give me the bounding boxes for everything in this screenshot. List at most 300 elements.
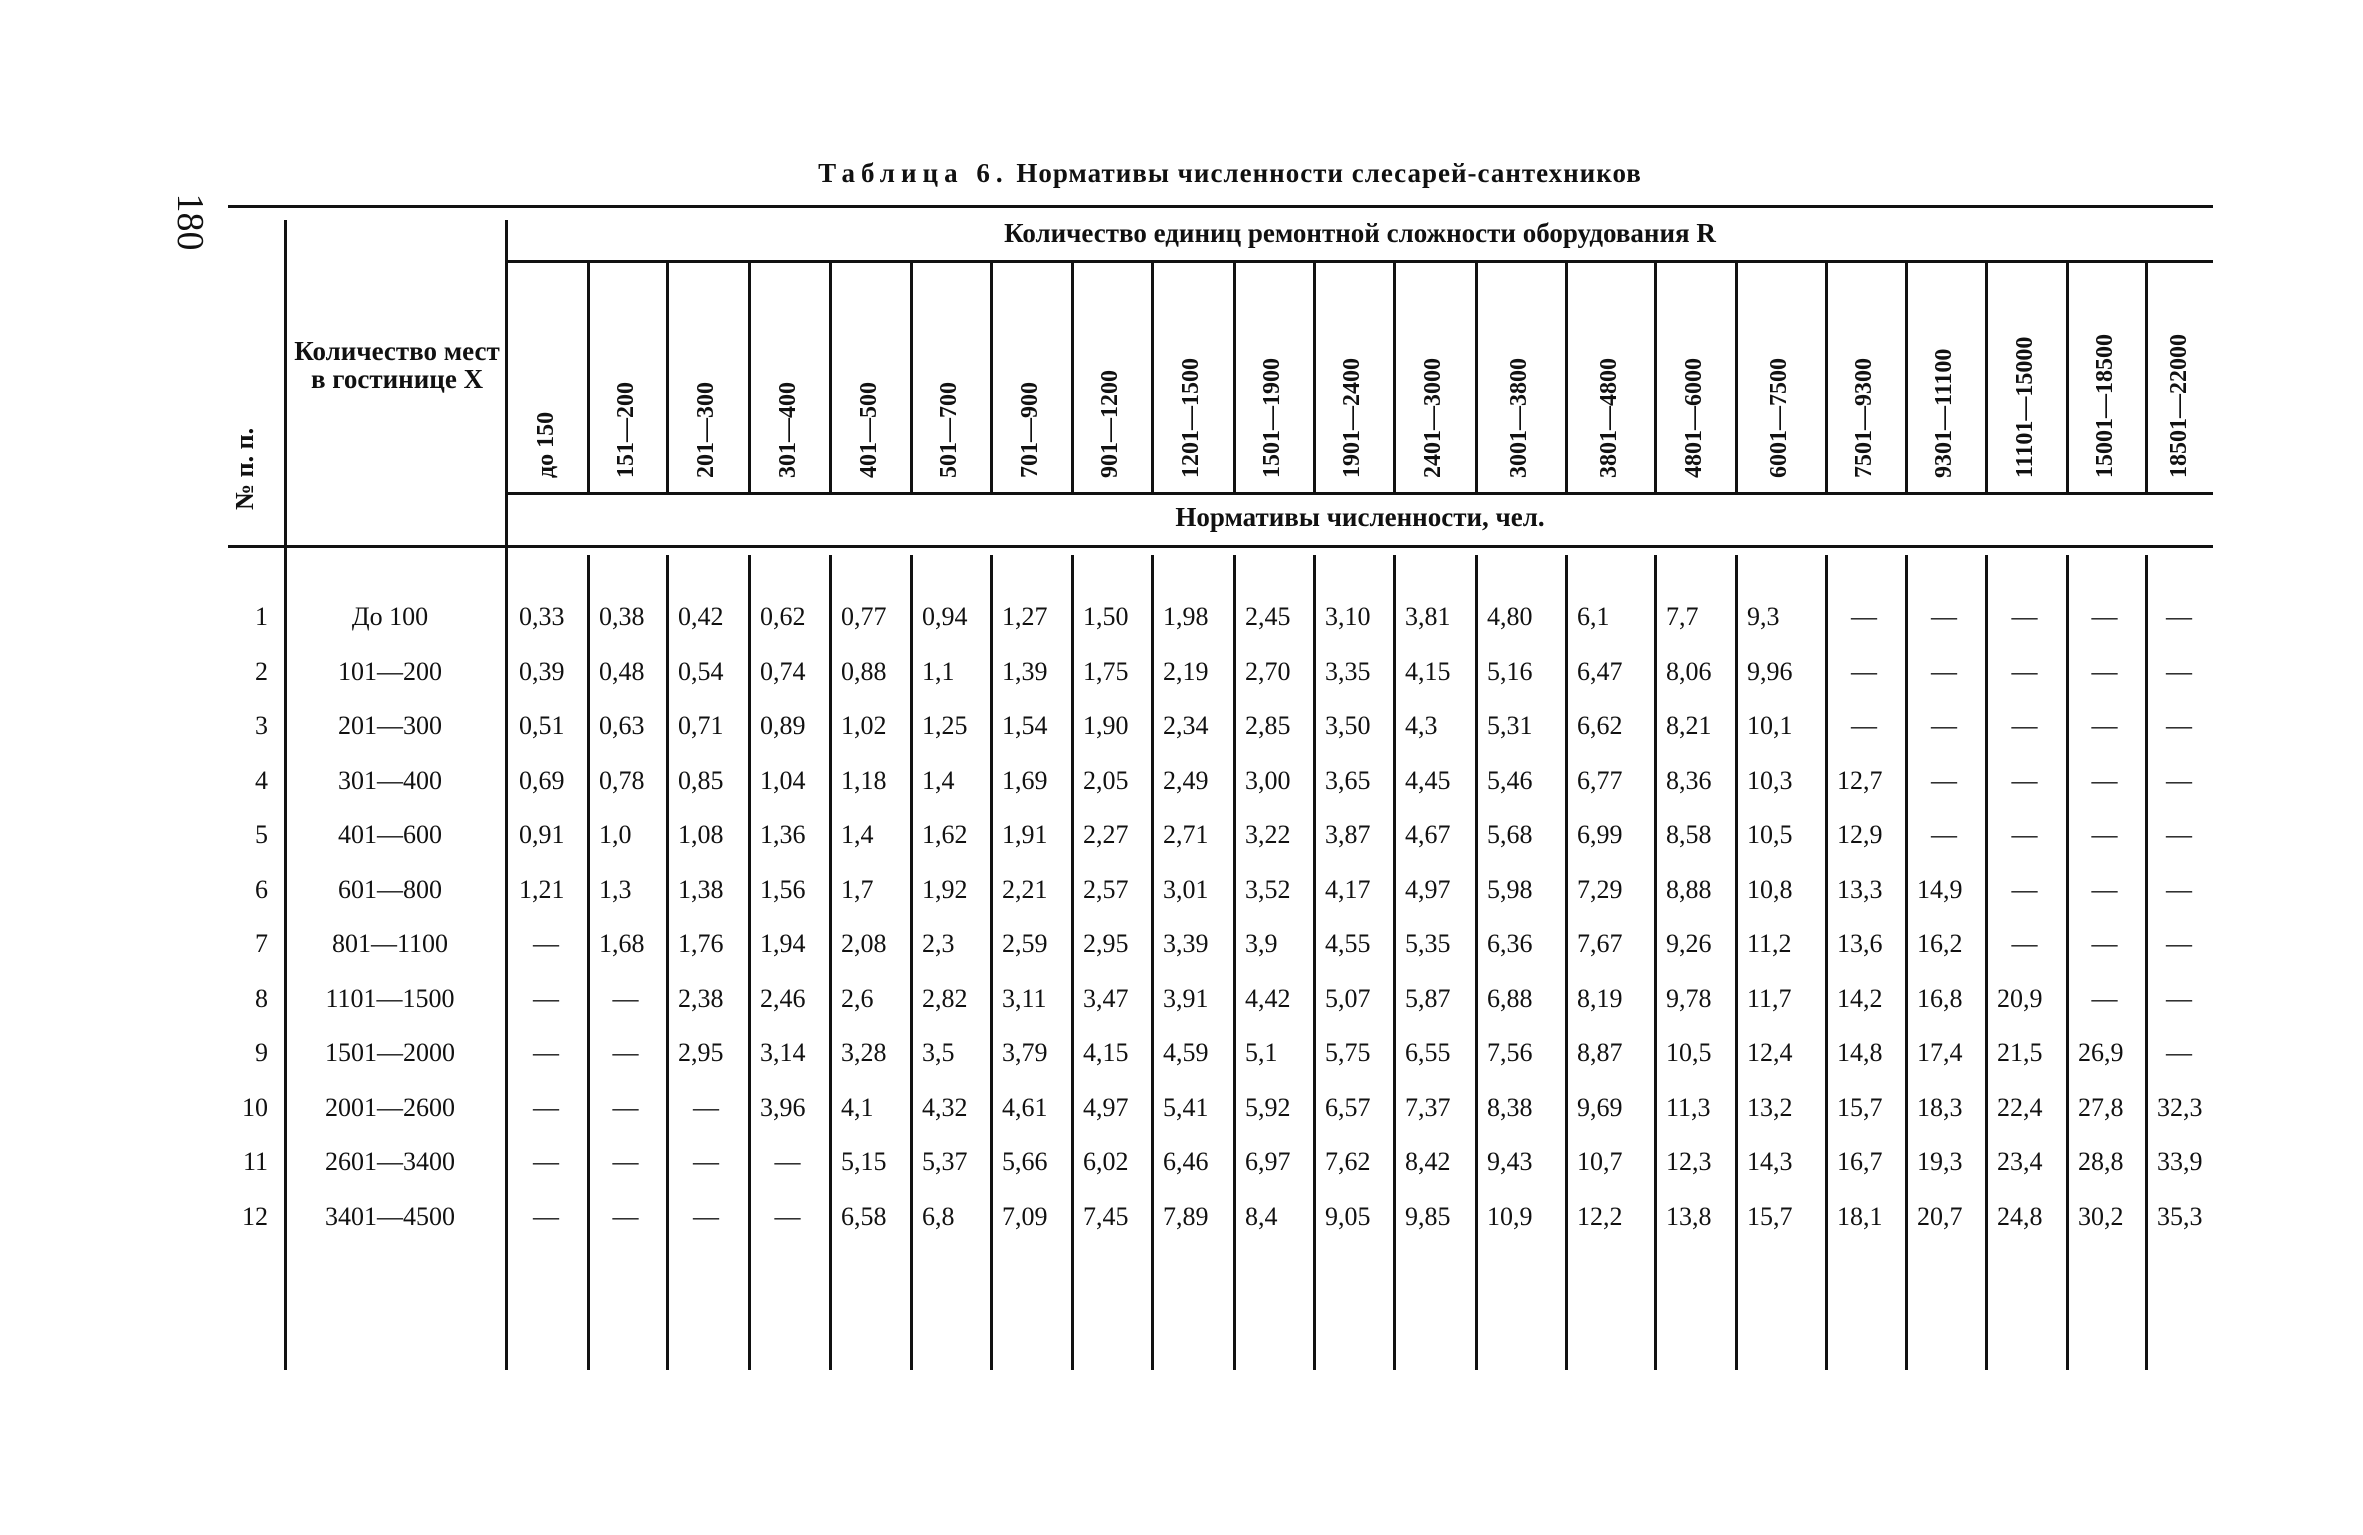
- range-header: 6001—7500: [1766, 358, 1792, 478]
- empty-cell: —: [612, 1092, 639, 1122]
- row-places: 201—300: [338, 711, 442, 740]
- value-cell: 1,94: [760, 929, 806, 958]
- empty-cell: —: [2166, 820, 2192, 849]
- value-cell: 13,2: [1747, 1092, 1793, 1122]
- empty-cell: —: [1931, 765, 1957, 795]
- empty-cell: —: [533, 983, 559, 1013]
- value-cell: 1,18: [841, 765, 887, 795]
- value-cell: 5,16: [1487, 656, 1533, 686]
- empty-cell: —: [774, 1147, 801, 1176]
- value-cell: 3,01: [1163, 874, 1209, 904]
- range-header: 401—500: [855, 382, 882, 478]
- value-cell: 5,37: [922, 1147, 968, 1176]
- value-cell: 18,1: [1837, 1201, 1883, 1231]
- empty-cell: —: [612, 1201, 639, 1231]
- empty-cell: —: [2091, 983, 2118, 1013]
- value-cell: 3,14: [760, 1038, 806, 1067]
- vline-col: [1071, 262, 1074, 492]
- vline-col: [1654, 555, 1657, 1370]
- value-cell: 6,02: [1083, 1147, 1129, 1176]
- value-cell: 9,96: [1747, 656, 1793, 686]
- value-cell: 5,41: [1163, 1092, 1209, 1122]
- value-cell: 0,54: [678, 656, 724, 686]
- vline-col: [990, 262, 993, 492]
- empty-cell: —: [693, 1092, 719, 1122]
- value-cell: 1,91: [1002, 820, 1048, 849]
- row-places: 101—200: [338, 656, 442, 686]
- value-cell: 4,15: [1405, 656, 1451, 686]
- empty-cell: —: [533, 929, 559, 958]
- vline-col: [587, 555, 590, 1370]
- value-cell: 23,4: [1997, 1147, 2043, 1176]
- value-cell: 24,8: [1997, 1201, 2043, 1231]
- value-cell: 1,62: [922, 820, 968, 849]
- empty-cell: —: [2166, 983, 2192, 1013]
- value-cell: 1,98: [1163, 602, 1209, 631]
- row-number: 7: [255, 929, 268, 958]
- vline-col: [1071, 555, 1074, 1370]
- value-cell: 8,21: [1666, 711, 1712, 740]
- value-cell: 14,8: [1837, 1038, 1883, 1067]
- vline-col: [910, 555, 913, 1370]
- value-cell: 4,15: [1083, 1038, 1129, 1067]
- value-cell: 6,46: [1163, 1147, 1209, 1176]
- vline-col: [1985, 262, 1988, 492]
- value-cell: 1,39: [1002, 656, 1048, 686]
- row-places: 401—600: [338, 820, 442, 849]
- empty-cell: —: [2011, 656, 2038, 686]
- range-header: 4801—6000: [1680, 358, 1707, 478]
- value-cell: 1,36: [760, 820, 806, 849]
- value-cell: 5,1: [1245, 1038, 1278, 1067]
- vline-col: [1313, 262, 1316, 492]
- empty-cell: —: [2091, 602, 2118, 631]
- row-places: 601—800: [338, 874, 442, 904]
- empty-cell: —: [533, 1147, 559, 1176]
- empty-cell: —: [1851, 711, 1877, 740]
- value-cell: 9,78: [1666, 983, 1712, 1013]
- places-header: Количество мест в гостинице X: [294, 336, 500, 394]
- vline-col: [1825, 262, 1828, 492]
- vline-col: [1151, 555, 1154, 1370]
- range-header: 701—900: [1016, 382, 1043, 478]
- value-cell: 5,46: [1487, 765, 1533, 795]
- value-cell: 4,97: [1083, 1092, 1129, 1122]
- value-cell: 3,96: [760, 1092, 806, 1122]
- value-cell: 6,55: [1405, 1038, 1451, 1067]
- table-title-text: Нормативы численности слесарей-сантехников: [1016, 158, 1642, 188]
- range-header: 3001—3800: [1506, 358, 1532, 478]
- value-cell: 1,3: [599, 874, 632, 904]
- value-cell: 0,38: [599, 602, 645, 631]
- value-cell: 3,5: [922, 1038, 955, 1067]
- empty-cell: —: [2091, 820, 2118, 849]
- value-cell: 6,47: [1577, 656, 1623, 686]
- value-cell: 2,34: [1163, 711, 1209, 740]
- value-cell: 2,05: [1083, 765, 1129, 795]
- rule-group: [507, 260, 2213, 263]
- value-cell: 5,75: [1325, 1038, 1371, 1067]
- value-cell: 4,97: [1405, 874, 1451, 904]
- value-cell: 0,88: [841, 656, 887, 686]
- vline-col: [1475, 262, 1478, 492]
- value-cell: 2,3: [922, 929, 955, 958]
- row-number: 5: [255, 820, 268, 849]
- value-cell: 6,97: [1245, 1147, 1291, 1176]
- empty-cell: —: [2091, 711, 2118, 740]
- row-number: 11: [242, 1147, 268, 1176]
- vline-col: [587, 262, 590, 492]
- value-cell: 0,91: [519, 820, 565, 849]
- value-cell: 1,02: [841, 711, 887, 740]
- empty-cell: —: [2011, 820, 2038, 849]
- value-cell: 5,15: [841, 1147, 887, 1176]
- vline-col: [1393, 555, 1396, 1370]
- row-number: 6: [255, 874, 268, 904]
- value-cell: 3,50: [1325, 711, 1371, 740]
- vline-col: [1565, 262, 1568, 492]
- row-places: 301—400: [338, 765, 442, 795]
- value-cell: 0,48: [599, 656, 645, 686]
- rule-header-bottom: [228, 545, 2213, 548]
- value-cell: 5,68: [1487, 820, 1533, 849]
- value-cell: 15,7: [1837, 1092, 1883, 1122]
- empty-cell: —: [2091, 656, 2118, 686]
- value-cell: 4,59: [1163, 1038, 1209, 1067]
- value-cell: 3,91: [1163, 983, 1209, 1013]
- empty-cell: —: [2166, 765, 2192, 795]
- value-cell: 8,4: [1245, 1201, 1278, 1231]
- value-cell: 1,68: [599, 929, 645, 958]
- value-cell: 6,88: [1487, 983, 1533, 1013]
- value-cell: 16,8: [1917, 983, 1963, 1013]
- empty-cell: —: [693, 1201, 719, 1231]
- value-cell: 0,42: [678, 602, 724, 631]
- value-cell: 7,62: [1325, 1147, 1371, 1176]
- vline-col: [2145, 262, 2148, 492]
- value-cell: 2,85: [1245, 711, 1291, 740]
- value-cell: 3,52: [1245, 874, 1291, 904]
- value-cell: 2,57: [1083, 874, 1129, 904]
- value-cell: 12,3: [1666, 1147, 1712, 1176]
- vline-col: [1985, 555, 1988, 1370]
- vline-x: [505, 220, 508, 1370]
- value-cell: 0,69: [519, 765, 565, 795]
- vline-col: [829, 262, 832, 492]
- row-number: 9: [255, 1038, 268, 1067]
- value-cell: 0,71: [678, 711, 724, 740]
- range-header: 901—1200: [1097, 370, 1123, 478]
- value-cell: 9,85: [1405, 1201, 1451, 1231]
- value-cell: 6,1: [1577, 602, 1610, 631]
- value-cell: 1,50: [1083, 602, 1129, 631]
- range-header: 151—200: [612, 382, 639, 478]
- value-cell: 8,42: [1405, 1147, 1451, 1176]
- page-number: 180: [169, 193, 211, 251]
- value-cell: 3,65: [1325, 765, 1371, 795]
- vline-col: [748, 555, 751, 1370]
- value-cell: 8,38: [1487, 1092, 1533, 1122]
- range-header: 201—300: [693, 382, 719, 478]
- value-cell: 12,2: [1577, 1201, 1623, 1231]
- value-cell: 1,75: [1083, 656, 1129, 686]
- value-cell: 4,42: [1245, 983, 1291, 1013]
- value-cell: 1,04: [760, 765, 806, 795]
- value-cell: 10,3: [1747, 765, 1793, 795]
- range-header: 1201—1500: [1178, 358, 1204, 478]
- value-cell: 6,62: [1577, 711, 1623, 740]
- np-header: № п. п.: [230, 427, 259, 510]
- range-header: 1501—1900: [1259, 358, 1285, 478]
- value-cell: 1,7: [841, 874, 874, 904]
- vline-col: [1313, 555, 1316, 1370]
- value-cell: 9,05: [1325, 1201, 1371, 1231]
- empty-cell: —: [2166, 874, 2192, 904]
- value-cell: 6,58: [841, 1201, 887, 1231]
- value-cell: 5,98: [1487, 874, 1533, 904]
- vline-col: [1905, 555, 1908, 1370]
- value-cell: 0,78: [599, 765, 645, 795]
- range-header: 9301—11100: [1931, 348, 1957, 478]
- value-cell: 3,79: [1002, 1038, 1048, 1067]
- range-header: 7501—9300: [1851, 358, 1877, 478]
- value-cell: 27,8: [2078, 1092, 2124, 1122]
- value-cell: 3,35: [1325, 656, 1371, 686]
- vline-col: [1475, 555, 1478, 1370]
- vline-col: [2145, 555, 2148, 1370]
- value-cell: 10,1: [1747, 711, 1793, 740]
- vline-col: [829, 555, 832, 1370]
- value-cell: 0,62: [760, 602, 806, 631]
- empty-cell: —: [2011, 765, 2038, 795]
- value-cell: 2,6: [841, 983, 874, 1013]
- empty-cell: —: [2166, 711, 2192, 740]
- value-cell: 8,36: [1666, 765, 1712, 795]
- row-number: 4: [255, 765, 268, 795]
- value-cell: 6,36: [1487, 929, 1533, 958]
- value-cell: 9,26: [1666, 929, 1712, 958]
- value-cell: 6,77: [1577, 765, 1623, 795]
- value-cell: 32,3: [2157, 1092, 2203, 1122]
- row-number: 10: [242, 1092, 268, 1122]
- value-cell: 3,87: [1325, 820, 1371, 849]
- value-cell: 14,2: [1837, 983, 1883, 1013]
- value-cell: 1,54: [1002, 711, 1048, 740]
- value-cell: 6,8: [922, 1201, 955, 1231]
- vline-col: [1151, 262, 1154, 492]
- value-cell: 3,28: [841, 1038, 887, 1067]
- value-cell: 6,99: [1577, 820, 1623, 849]
- value-cell: 10,7: [1577, 1147, 1623, 1176]
- value-cell: 14,9: [1917, 874, 1963, 904]
- empty-cell: —: [612, 1147, 639, 1176]
- row-number: 3: [255, 711, 268, 740]
- group-header: Количество единиц ремонтной сложности оборудования R: [1004, 218, 1716, 248]
- row-places: 801—1100: [331, 929, 449, 958]
- value-cell: 15,7: [1747, 1201, 1793, 1231]
- value-cell: 21,5: [1997, 1038, 2043, 1067]
- range-header: 301—400: [774, 382, 801, 478]
- value-cell: 1,0: [599, 820, 632, 849]
- value-cell: 1,27: [1002, 602, 1048, 631]
- value-cell: 4,45: [1405, 765, 1451, 795]
- value-cell: 1,92: [922, 874, 968, 904]
- value-cell: 1,56: [760, 874, 806, 904]
- row-number: 2: [255, 656, 268, 686]
- row-places: 1501—2000: [325, 1038, 455, 1067]
- value-cell: 4,67: [1405, 820, 1451, 849]
- value-cell: 2,71: [1163, 820, 1209, 849]
- value-cell: 4,1: [841, 1092, 874, 1122]
- value-cell: 5,92: [1245, 1092, 1291, 1122]
- value-cell: 0,33: [519, 602, 565, 631]
- value-cell: 8,19: [1577, 983, 1623, 1013]
- empty-cell: —: [1931, 602, 1957, 631]
- row-places: 2001—2600: [325, 1092, 455, 1122]
- value-cell: 4,17: [1325, 874, 1371, 904]
- value-cell: 0,39: [519, 656, 565, 686]
- value-cell: 12,7: [1837, 765, 1883, 795]
- vline-col: [1825, 555, 1828, 1370]
- value-cell: 0,77: [841, 602, 887, 631]
- row-number: 12: [242, 1201, 268, 1231]
- rule-top: [228, 205, 2213, 208]
- vline-col: [666, 262, 669, 492]
- value-cell: 12,9: [1837, 820, 1883, 849]
- empty-cell: —: [2166, 602, 2192, 631]
- value-cell: 7,7: [1666, 602, 1699, 631]
- value-cell: 9,3: [1747, 602, 1780, 631]
- empty-cell: —: [533, 1092, 559, 1122]
- value-cell: 3,11: [1002, 983, 1047, 1013]
- range-header: 2401—3000: [1420, 358, 1446, 478]
- value-cell: 9,43: [1487, 1147, 1533, 1176]
- empty-cell: —: [2011, 602, 2038, 631]
- value-cell: 2,19: [1163, 656, 1209, 686]
- value-cell: 33,9: [2157, 1147, 2203, 1176]
- range-header: 1901—2400: [1339, 358, 1365, 478]
- row-number: 8: [255, 983, 268, 1013]
- range-header: 3801—4800: [1595, 358, 1622, 478]
- value-cell: 2,46: [760, 983, 806, 1013]
- value-cell: 0,51: [519, 711, 565, 740]
- empty-cell: —: [2011, 929, 2038, 958]
- value-cell: 17,4: [1917, 1038, 1963, 1067]
- empty-cell: —: [1931, 656, 1957, 686]
- value-cell: 3,9: [1245, 929, 1278, 958]
- value-cell: 3,22: [1245, 820, 1291, 849]
- value-cell: 1,4: [841, 820, 874, 849]
- value-cell: 7,45: [1083, 1201, 1129, 1231]
- empty-cell: —: [774, 1201, 801, 1231]
- empty-cell: —: [533, 1038, 559, 1067]
- empty-cell: —: [2091, 765, 2118, 795]
- value-cell: 5,66: [1002, 1147, 1048, 1176]
- value-cell: 10,8: [1747, 874, 1793, 904]
- value-cell: 2,95: [678, 1038, 724, 1067]
- value-cell: 26,9: [2078, 1038, 2124, 1067]
- value-cell: 5,07: [1325, 983, 1371, 1013]
- value-cell: 8,87: [1577, 1038, 1623, 1067]
- vline-col: [666, 555, 669, 1370]
- value-cell: 35,3: [2157, 1201, 2203, 1231]
- value-cell: 0,85: [678, 765, 724, 795]
- empty-cell: —: [2166, 929, 2192, 958]
- value-cell: 7,67: [1577, 929, 1623, 958]
- value-cell: 30,2: [2078, 1201, 2124, 1231]
- vline-col: [748, 262, 751, 492]
- value-cell: 1,4: [922, 765, 955, 795]
- value-cell: 2,27: [1083, 820, 1129, 849]
- value-cell: 18,3: [1917, 1092, 1963, 1122]
- value-cell: 2,49: [1163, 765, 1209, 795]
- empty-cell: —: [2091, 929, 2118, 958]
- value-cell: 20,9: [1997, 983, 2043, 1013]
- value-cell: 7,37: [1405, 1092, 1451, 1122]
- value-cell: 2,59: [1002, 929, 1048, 958]
- empty-cell: —: [1851, 656, 1877, 686]
- empty-cell: —: [533, 1201, 559, 1231]
- vline-col: [1393, 262, 1396, 492]
- row-places: 2601—3400: [325, 1147, 455, 1176]
- value-cell: 2,45: [1245, 602, 1291, 631]
- value-cell: 8,58: [1666, 820, 1712, 849]
- vline-col: [1654, 262, 1657, 492]
- range-header: 501—700: [936, 382, 962, 478]
- value-cell: 7,56: [1487, 1038, 1533, 1067]
- value-cell: 4,61: [1002, 1092, 1048, 1122]
- value-cell: 2,95: [1083, 929, 1129, 958]
- value-cell: 10,5: [1747, 820, 1793, 849]
- value-cell: 3,39: [1163, 929, 1209, 958]
- value-cell: 12,4: [1747, 1038, 1793, 1067]
- vline-col: [990, 555, 993, 1370]
- value-cell: 2,82: [922, 983, 968, 1013]
- value-cell: 7,29: [1577, 874, 1623, 904]
- value-cell: 16,2: [1917, 929, 1963, 958]
- vline-col: [1905, 262, 1908, 492]
- value-cell: 22,4: [1997, 1092, 2043, 1122]
- value-cell: 10,9: [1487, 1201, 1533, 1231]
- empty-cell: —: [612, 983, 639, 1013]
- value-cell: 5,31: [1487, 711, 1533, 740]
- value-cell: 2,21: [1002, 874, 1048, 904]
- value-cell: 8,06: [1666, 656, 1712, 686]
- value-cell: 10,5: [1666, 1038, 1712, 1067]
- vline-col: [1735, 555, 1738, 1370]
- value-cell: 7,09: [1002, 1201, 1048, 1231]
- table-title-prefix: Таблица 6.: [818, 158, 1009, 188]
- value-cell: 5,87: [1405, 983, 1451, 1013]
- value-cell: 13,8: [1666, 1201, 1712, 1231]
- value-cell: 4,32: [922, 1092, 968, 1122]
- empty-cell: —: [2091, 874, 2118, 904]
- value-cell: 1,69: [1002, 765, 1048, 795]
- value-cell: 3,00: [1245, 765, 1291, 795]
- value-cell: 2,08: [841, 929, 887, 958]
- range-header: до 150: [533, 411, 559, 478]
- row-places: 3401—4500: [325, 1201, 455, 1231]
- norm-header: Нормативы численности, чел.: [1175, 502, 1545, 532]
- vline-np: [284, 220, 287, 1370]
- empty-cell: —: [612, 1038, 639, 1067]
- empty-cell: —: [2166, 1038, 2192, 1067]
- vline-col: [1565, 555, 1568, 1370]
- rule-ranges: [507, 492, 2213, 495]
- row-number: 1: [255, 602, 268, 631]
- value-cell: 16,7: [1837, 1147, 1883, 1176]
- empty-cell: —: [693, 1147, 719, 1176]
